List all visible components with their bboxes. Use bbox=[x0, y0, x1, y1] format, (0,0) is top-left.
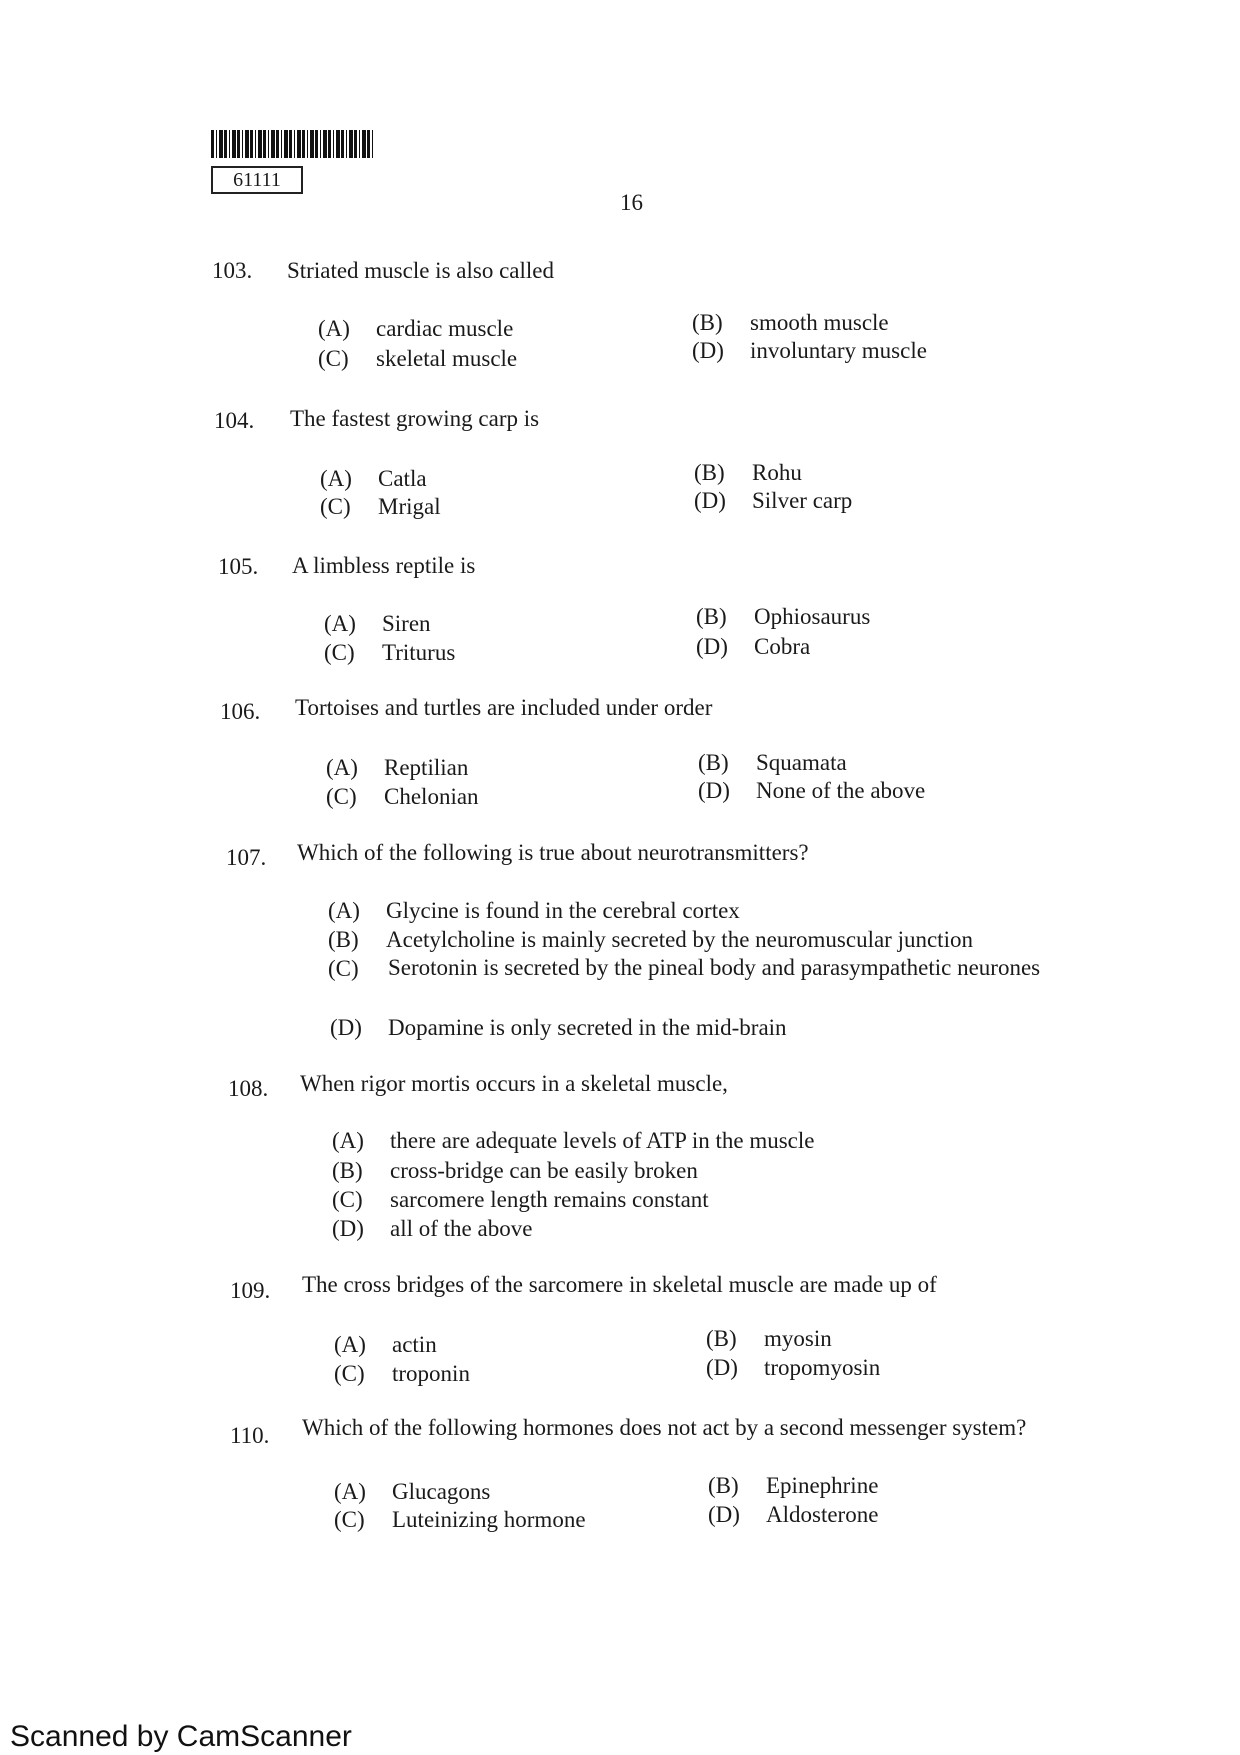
option-a: (A) cardiac muscle bbox=[318, 316, 514, 341]
option-c: (C) skeletal muscle bbox=[318, 346, 518, 371]
option-b: (B) Rohu bbox=[694, 460, 802, 485]
option-b: (B) Epinephrine bbox=[708, 1473, 879, 1498]
question-text: Tortoises and turtles are included under order bbox=[295, 695, 713, 720]
option-a: (A) there are adequate levels of ATP in the muscle bbox=[332, 1128, 815, 1153]
question-number: 110. bbox=[230, 1423, 270, 1448]
question-number: 107. bbox=[226, 845, 267, 870]
option-d: (D) tropomyosin bbox=[706, 1355, 881, 1380]
option-d: (D) Silver carp bbox=[694, 488, 853, 513]
question-text: A limbless reptile is bbox=[292, 553, 476, 578]
option-c-text: Serotonin is secreted by the pineal body and parasympathetic neurones bbox=[388, 955, 1041, 980]
option-c-label: (C) bbox=[328, 956, 359, 981]
option-c: (C) Chelonian bbox=[326, 784, 479, 809]
option-a: (A) Glucagons bbox=[334, 1479, 491, 1504]
question-text: Striated muscle is also called bbox=[287, 258, 554, 283]
question-text: The fastest growing carp is bbox=[290, 406, 540, 431]
question-number: 103. bbox=[212, 258, 253, 283]
option-d: (D) all of the above bbox=[332, 1216, 533, 1241]
option-c: (C) Mrigal bbox=[320, 494, 441, 519]
question-text: Which of the following is true about neurotransmitters? bbox=[297, 840, 809, 865]
question-number: 108. bbox=[228, 1076, 269, 1101]
question-text: The cross bridges of the sarcomere in skeletal muscle are made up of bbox=[302, 1272, 937, 1297]
option-d: (D) involuntary muscle bbox=[692, 338, 927, 363]
option-d: (D) None of the above bbox=[698, 778, 926, 803]
option-b: (B) Ophiosaurus bbox=[696, 604, 871, 629]
option-a: (A) Siren bbox=[324, 611, 431, 636]
option-d: (D) Dopamine is only secreted in the mid-brain bbox=[330, 1015, 787, 1040]
exam-code: 61111 bbox=[211, 166, 303, 194]
option-d: (D) Cobra bbox=[696, 634, 811, 659]
option-b: (B) Acetylcholine is mainly secreted by the neuromuscular junction bbox=[328, 927, 973, 952]
option-b: (B) Squamata bbox=[698, 750, 847, 775]
page-number: 16 bbox=[620, 190, 643, 215]
option-c: (C) Luteinizing hormone bbox=[334, 1507, 586, 1532]
option-d: (D) Aldosterone bbox=[708, 1502, 879, 1527]
question-number: 106. bbox=[220, 699, 261, 724]
question-number: 104. bbox=[214, 408, 255, 433]
option-c: (C) troponin bbox=[334, 1361, 470, 1386]
option-c: (C) sarcomere length remains constant bbox=[332, 1187, 709, 1212]
question-number: 109. bbox=[230, 1278, 271, 1303]
option-a: (A) Reptilian bbox=[326, 755, 469, 780]
barcode bbox=[211, 130, 373, 158]
question-text: Which of the following hormones does not act by a second messenger system? bbox=[302, 1415, 1027, 1440]
scanner-watermark: Scanned by CamScanner bbox=[10, 1720, 352, 1753]
option-b: (B) myosin bbox=[706, 1326, 832, 1351]
option-a: (A) Glycine is found in the cerebral cortex bbox=[328, 898, 740, 923]
question-number: 105. bbox=[218, 554, 259, 579]
question-text: When rigor mortis occurs in a skeletal muscle, bbox=[300, 1071, 728, 1096]
option-c: (C) Triturus bbox=[324, 640, 456, 665]
option-a: (A) Catla bbox=[320, 466, 427, 491]
option-b: (B) smooth muscle bbox=[692, 310, 889, 335]
option-b: (B) cross-bridge can be easily broken bbox=[332, 1158, 698, 1183]
option-a: (A) actin bbox=[334, 1332, 437, 1357]
